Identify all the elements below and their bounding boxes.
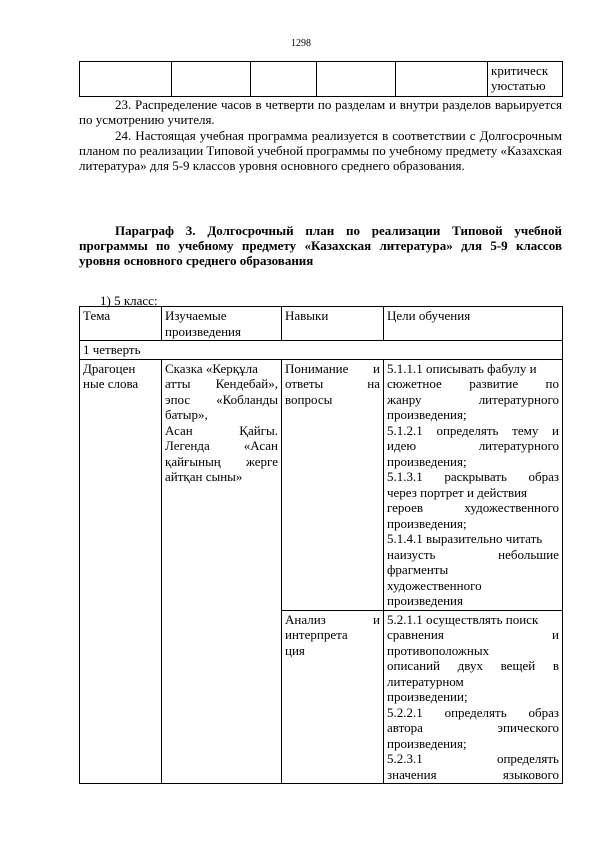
- cell-text: уюстатью: [491, 78, 546, 93]
- goal-text: художественного: [387, 577, 482, 593]
- goal-text: 5.1.1.1 описывать фабулу и: [387, 360, 537, 376]
- goal-text: сюжетное развитие по: [387, 376, 559, 391]
- goal-text: 5.1.2.1 определять тему и: [387, 422, 559, 438]
- table-cell: [396, 62, 488, 97]
- goal-text: значения языкового: [387, 766, 559, 782]
- table-header-row: [80, 307, 563, 341]
- works-text: Легенда «Асан: [165, 438, 278, 453]
- goal-text: литературном: [387, 673, 464, 689]
- goal-text: автора эпического: [387, 720, 559, 735]
- goal-text: описаний двух вещей в: [387, 658, 559, 673]
- table-row: [80, 62, 563, 97]
- continued-table: [79, 61, 563, 97]
- works-text: Асан Қайгы.: [165, 422, 278, 438]
- header-topic: Тема: [80, 307, 162, 341]
- goal-text: сравнения и: [387, 627, 559, 642]
- quarter-label: 1 четверть: [80, 341, 563, 360]
- grade-label: 1) 5 класс:: [100, 293, 158, 308]
- long-term-plan-table: [79, 306, 563, 784]
- goal-text: фрагменты: [387, 562, 449, 577]
- table-cell: [80, 62, 172, 97]
- skill-text: ция: [285, 642, 305, 658]
- quarter-row: [80, 341, 563, 360]
- works-text: эпос «Кобланды: [165, 391, 278, 407]
- skill-cell: [282, 610, 384, 784]
- goal-text: произведения;: [387, 515, 467, 531]
- works-text: қайғының жерге: [165, 453, 278, 469]
- skill-text: Анализ и: [285, 611, 380, 627]
- paragraph-24: 24. Настоящая учебная программа реализуется в соответствии с Долгосрочным планом по реализации Типовой учебной программы по учебному предмету «Казахская литература» для 5-9 классов уровня основного среднего образования.: [79, 128, 562, 173]
- goal-text: 5.2.2.1 определять образ: [387, 704, 559, 720]
- section-heading: Параграф 3. Долгосрочный план по реализации Типовой учебной программы по учебному предмету «Казахская литература» для 5-9 классов уровня основного среднего образования: [79, 223, 562, 268]
- skill-text: ответы на: [285, 376, 380, 391]
- goal-text: произведения;: [387, 407, 467, 422]
- header-skills: Навыки: [282, 307, 384, 341]
- goal-text: 5.1.3.1 раскрывать образ: [387, 469, 559, 484]
- goal-text: произведения: [387, 593, 463, 608]
- works-text: батыр»,: [165, 407, 208, 422]
- goals-cell: [384, 359, 563, 610]
- topic-cell: [80, 359, 162, 784]
- skill-text: Понимание и: [285, 360, 380, 376]
- table-cell: [317, 62, 396, 97]
- skill-text: интерпрета: [285, 627, 348, 642]
- works-text: Сказка «Керқұла: [165, 360, 258, 376]
- works-cell: [162, 359, 282, 784]
- goal-text: произведения;: [387, 453, 467, 469]
- page-number: 1298: [291, 38, 311, 49]
- table-cell: [488, 62, 563, 97]
- table-cell: [172, 62, 251, 97]
- goal-text: произведении;: [387, 689, 468, 704]
- goal-text: 5.2.1.1 осуществлять поиск: [387, 611, 539, 627]
- skill-text: вопросы: [285, 391, 333, 407]
- header-works: Изучаемые произведения: [162, 307, 282, 341]
- goal-text: жанру литературного: [387, 391, 559, 407]
- goal-text: противоположных: [387, 642, 490, 658]
- goal-text: 5.2.3.1 определять: [387, 751, 559, 766]
- goal-text: произведения;: [387, 735, 467, 751]
- table-cell: [251, 62, 317, 97]
- skill-cell: [282, 359, 384, 610]
- table-row: [80, 359, 563, 610]
- goals-cell: [384, 610, 563, 784]
- works-text: айтқан сыны»: [165, 469, 243, 484]
- goal-text: через портрет и действия: [387, 484, 528, 500]
- goal-text: 5.1.4.1 выразительно читать: [387, 531, 543, 546]
- goal-text: наизусть небольшие: [387, 546, 559, 562]
- topic-text: Драгоцен: [83, 360, 136, 376]
- works-text: атты Кендебай»,: [165, 376, 278, 391]
- paragraph-23: 23. Распределение часов в четверти по разделам и внутри разделов варьируется по усмотрению учителя.: [79, 97, 562, 127]
- cell-text: критическ: [491, 63, 549, 78]
- goal-text: героев художественного: [387, 500, 559, 515]
- goal-text: идею литературного: [387, 438, 559, 453]
- topic-text: ные слова: [83, 376, 139, 391]
- header-goals: Цели обучения: [384, 307, 563, 341]
